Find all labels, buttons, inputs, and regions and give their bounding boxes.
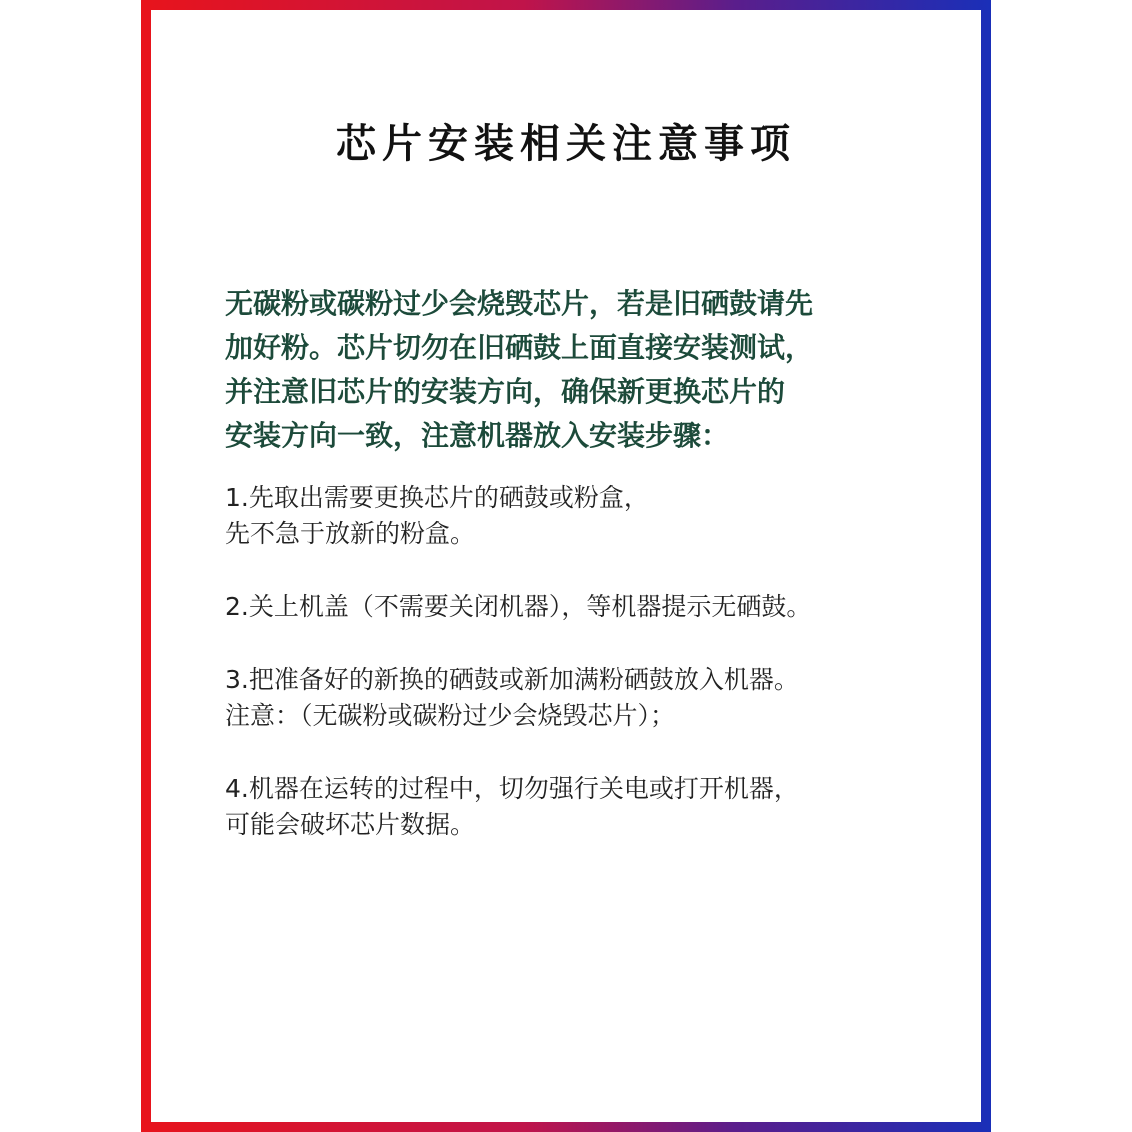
step-line: 可能会破坏芯片数据。 bbox=[225, 810, 476, 839]
steps-list bbox=[225, 480, 945, 880]
step-line: 1.先取出需要更换芯片的硒鼓或粉盒， bbox=[225, 483, 649, 512]
warning-line: 加好粉。芯片切勿在旧硒鼓上面直接安装测试， bbox=[225, 331, 814, 364]
notice-card bbox=[151, 10, 981, 1122]
gradient-border-frame bbox=[141, 0, 991, 1132]
step-line: 3.把准备好的新换的硒鼓或新加满粉硒鼓放入机器。 bbox=[225, 665, 799, 694]
page-title: 芯片安装相关注意事项 bbox=[336, 121, 796, 167]
step-item-1 bbox=[225, 480, 945, 552]
step-line: 2.关上机盖（不需要关闭机器），等机器提示无硒鼓。 bbox=[225, 592, 812, 621]
step-item-3 bbox=[225, 662, 945, 734]
warning-paragraph bbox=[225, 282, 945, 458]
step-line: 4.机器在运转的过程中，切勿强行关电或打开机器， bbox=[225, 774, 799, 803]
step-line: 先不急于放新的粉盒。 bbox=[225, 519, 476, 548]
step-item-4 bbox=[225, 771, 945, 843]
step-line: 注意：（无碳粉或碳粉过少会烧毁芯片）； bbox=[225, 701, 676, 730]
warning-line: 无碳粉或碳粉过少会烧毁芯片，若是旧硒鼓请先 bbox=[225, 287, 814, 320]
warning-line: 并注意旧芯片的安装方向，确保新更换芯片的 bbox=[225, 375, 786, 408]
warning-line: 安装方向一致，注意机器放入安装步骤： bbox=[225, 419, 730, 452]
step-item-2 bbox=[225, 589, 945, 625]
